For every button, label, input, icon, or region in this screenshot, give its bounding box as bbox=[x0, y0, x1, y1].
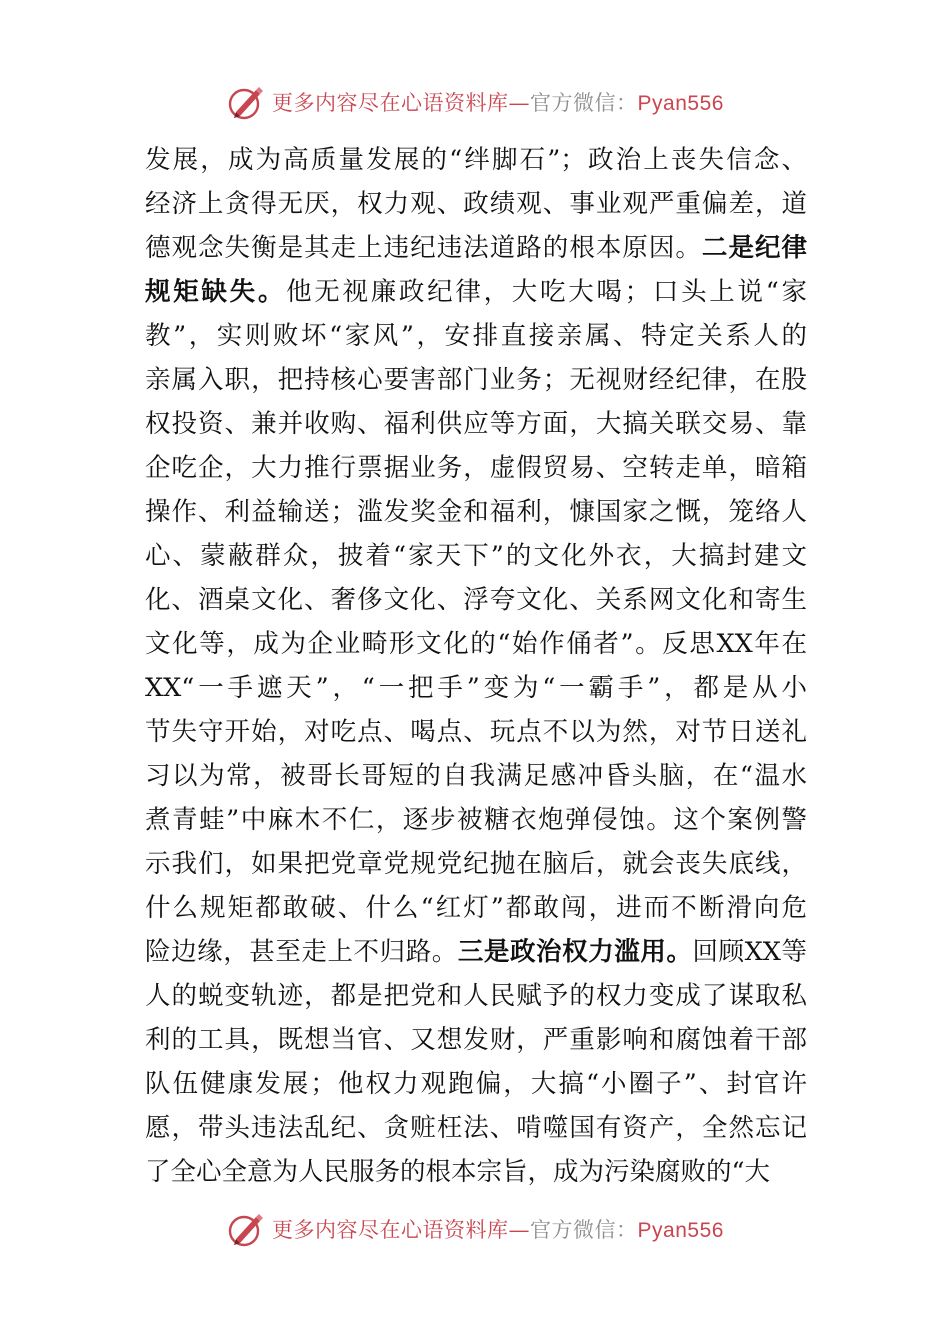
text-span: 什么规矩都敢破、什么“红灯”都敢闯，进而不断滑向危 bbox=[145, 893, 807, 923]
pen-logo-icon bbox=[226, 1209, 266, 1249]
bold-heading-span: 规矩缺失。 bbox=[145, 277, 287, 307]
text-span: 险边缘，甚至走上不归路。 bbox=[145, 937, 458, 967]
text-line bbox=[145, 534, 807, 578]
text-span: 示我们，如果把党章党规党纪抛在脑后，就会丧失底线， bbox=[145, 849, 807, 879]
text-span: 操作、利益输送；滥发奖金和福利，慷国家之慨，笼络人 bbox=[145, 497, 807, 527]
text-span: 人的蜕变轨迹，都是把党和人民赋予的权力变成了谋取私 bbox=[145, 981, 807, 1011]
text-line bbox=[145, 270, 807, 314]
watermark-handle: Pyan556 bbox=[637, 92, 724, 115]
text-span: 煮青蛙”中麻木不仁，逐步被糖衣炮弹侵蚀。这个案例警 bbox=[145, 805, 807, 835]
watermark-prefix: 更多内容尽在心语资料库— bbox=[272, 91, 531, 115]
text-line bbox=[145, 226, 807, 270]
text-line bbox=[145, 402, 807, 446]
footer-watermark bbox=[0, 1207, 950, 1251]
text-span: 经济上贪得无厌，权力观、政绩观、事业观严重偏差，道 bbox=[145, 189, 807, 219]
text-line bbox=[145, 314, 807, 358]
text-span: 队伍健康发展；他权力观跑偏，大搞“小圈子”、封官许 bbox=[145, 1069, 807, 1099]
text-span: 心、蒙蔽群众，披着“家天下”的文化外衣，大搞封建文 bbox=[145, 541, 807, 571]
watermark-label: 官方微信： bbox=[530, 1218, 638, 1242]
watermark-handle: Pyan556 bbox=[637, 1219, 724, 1242]
text-span: 了全心全意为人民服务的根本宗旨，成为污染腐败的“大 bbox=[145, 1157, 771, 1187]
text-line bbox=[145, 578, 807, 622]
text-line bbox=[145, 1150, 807, 1194]
text-span: 愿，带头违法乱纪、贪赃枉法、啃噬国有资产，全然忘记 bbox=[145, 1113, 807, 1143]
text-span: 教”，实则败坏“家风”，安排直接亲属、特定关系人的 bbox=[145, 321, 807, 351]
text-line bbox=[145, 886, 807, 930]
text-line bbox=[145, 182, 807, 226]
bold-heading-span: 二是纪律 bbox=[701, 233, 807, 263]
text-line bbox=[145, 138, 807, 182]
header-watermark bbox=[0, 80, 950, 124]
text-span: 习以为常，被哥长哥短的自我满足感冲昏头脑，在“温水 bbox=[145, 761, 807, 791]
text-line bbox=[145, 1062, 807, 1106]
watermark-text bbox=[272, 87, 724, 117]
text-line bbox=[145, 754, 807, 798]
text-line bbox=[145, 490, 807, 534]
text-span: 化、酒桌文化、奢侈文化、浮夸文化、关系网文化和寄生 bbox=[145, 585, 807, 615]
text-line bbox=[145, 710, 807, 754]
text-span: 回顾XX等 bbox=[692, 937, 807, 967]
watermark-prefix: 更多内容尽在心语资料库— bbox=[272, 1218, 531, 1242]
text-span: 节失守开始，对吃点、喝点、玩点不以为然，对节日送礼 bbox=[145, 717, 807, 747]
text-line bbox=[145, 1106, 807, 1150]
watermark-label: 官方微信： bbox=[530, 91, 638, 115]
text-line bbox=[145, 666, 807, 710]
text-span: 德观念失衡是其走上违纪违法道路的根本原因。 bbox=[145, 233, 702, 263]
document-body bbox=[145, 138, 807, 1194]
text-span: 利的工具，既想当官、又想发财，严重影响和腐蚀着干部 bbox=[145, 1025, 807, 1055]
text-line bbox=[145, 798, 807, 842]
text-span: 他无视廉政纪律，大吃大喝；口头上说“家 bbox=[286, 277, 807, 307]
text-line bbox=[145, 358, 807, 402]
text-span: 亲属入职，把持核心要害部门业务；无视财经纪律，在股 bbox=[145, 365, 807, 395]
bold-heading-span: 三是政治权力滥用。 bbox=[457, 937, 693, 967]
text-span: 企吃企，大力推行票据业务，虚假贸易、空转走单，暗箱 bbox=[145, 453, 807, 483]
watermark-text bbox=[272, 1214, 724, 1244]
text-span: XX“一手遮天”，“一把手”变为“一霸手”，都是从小 bbox=[145, 673, 807, 703]
text-line bbox=[145, 974, 807, 1018]
text-line bbox=[145, 930, 807, 974]
text-span: 权投资、兼并收购、福利供应等方面，大搞关联交易、靠 bbox=[145, 409, 807, 439]
text-span: 发展，成为高质量发展的“绊脚石”；政治上丧失信念、 bbox=[145, 145, 807, 175]
text-line bbox=[145, 446, 807, 490]
text-span: 文化等，成为企业畸形文化的“始作俑者”。反思XX年在 bbox=[145, 629, 807, 659]
text-line bbox=[145, 622, 807, 666]
pen-logo-icon bbox=[226, 82, 266, 122]
text-line bbox=[145, 1018, 807, 1062]
text-line bbox=[145, 842, 807, 886]
